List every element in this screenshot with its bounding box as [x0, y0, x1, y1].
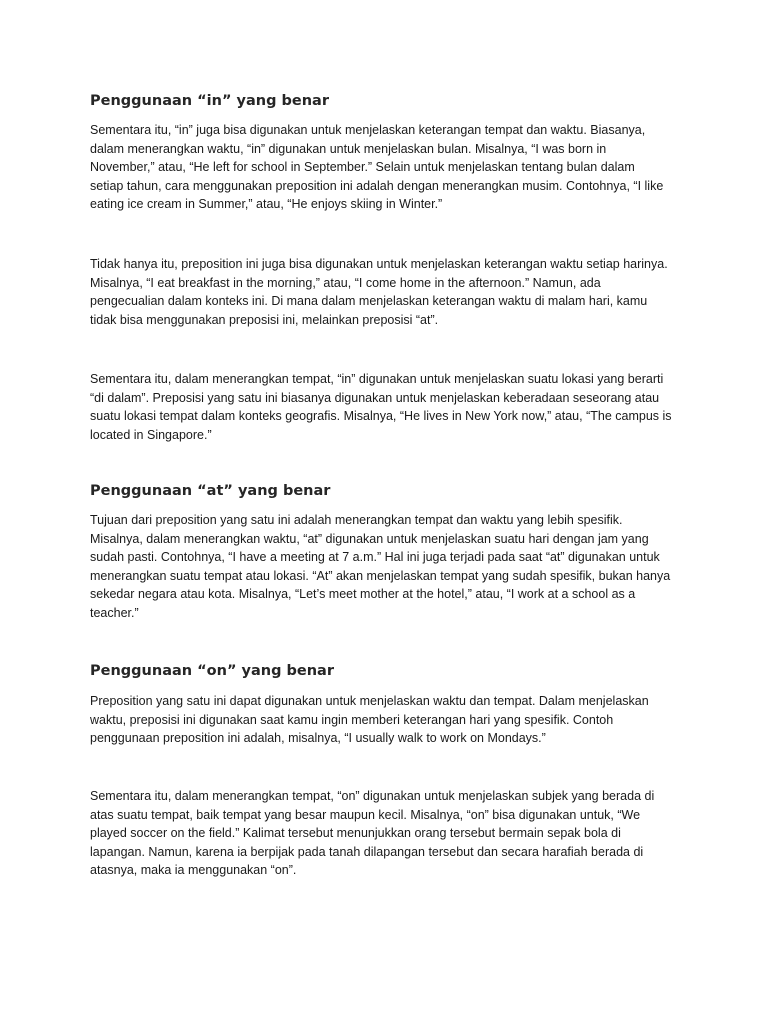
- paragraph-line: November,” atau, “He left for school in September.” Selain untuk menjelaskan tentang bulan dalam: [90, 160, 635, 174]
- paragraph-in-3: [90, 370, 680, 444]
- paragraph-line: teacher.”: [90, 605, 139, 620]
- heading-on: Penggunaan “on” yang benar: [90, 663, 334, 679]
- paragraph-line: Tidak hanya itu, preposition ini juga bisa digunakan untuk menjelaskan keterangan waktu setiap harinya.: [90, 257, 668, 271]
- paragraph-line: suatu lokasi tempat dalam konteks geografis. Misalnya, “He lives in New York now,” atau, “The campus is: [90, 409, 672, 423]
- paragraph-line: Sementara itu, “in” juga bisa digunakan untuk menjelaskan keterangan tempat dan waktu. Biasanya,: [90, 123, 646, 137]
- paragraph-line: sudah pasti. Contohnya, “I have a meeting at 7 a.m.” Hal ini juga terjadi pada saat “at” digunakan untuk: [90, 550, 660, 564]
- paragraph-line: lapangan. Namun, karena ia berpijak pada tanah dilapangan tersebut dan secara harafiah berada di: [90, 844, 644, 859]
- paragraph-in-1: [90, 121, 680, 214]
- paragraph-line: setiap tahun, cara menggunakan preposition ini adalah dengan menerangkan musim. Contohnya, “I like: [90, 178, 664, 193]
- paragraph-line: located in Singapore.”: [90, 427, 212, 442]
- paragraph-line: atas suatu tempat, baik tempat yang besar maupun kecil. Misalnya, “on” bisa digunakan untuk, “We: [90, 807, 641, 822]
- paragraph-line: “di dalam”. Preposisi yang satu ini biasanya digunakan untuk menjelaskan keberadaan seseorang atau: [90, 390, 660, 405]
- paragraph-on-2: [90, 787, 680, 880]
- paragraph-line: Misalnya, dalam menerangkan waktu, “at” digunakan untuk menjelaskan suatu hari dengan jam yang: [90, 531, 649, 546]
- paragraph-at-1: [90, 511, 680, 622]
- paragraph-line: sekedar negara atau kota. Misalnya, “Let’s meet mother at the hotel,” atau, “I work at a school as a: [90, 587, 636, 601]
- paragraph-line: menerangkan suatu tempat atau lokasi. “At” akan menjelaskan tempat yang sudah spesifik, bukan hanya: [90, 568, 671, 583]
- paragraph-line: Sementara itu, dalam menerangkan tempat, “in” digunakan untuk menjelaskan suatu lokasi yang berarti: [90, 372, 664, 386]
- paragraph-line: atasnya, maka ia menggunakan “on”.: [90, 863, 297, 877]
- paragraph-in-2: [90, 255, 680, 329]
- paragraph-on-1: [90, 692, 680, 748]
- paragraph-line: tidak bisa menggunakan preposisi ini, melainkan preposisi “at”.: [90, 312, 439, 327]
- paragraph-line: pengecualian dalam konteks ini. Di mana dalam menjelaskan keterangan waktu di malam hari, kamu: [90, 294, 648, 308]
- paragraph-line: Preposition yang satu ini dapat digunakan untuk menjelaskan waktu dan tempat. Dalam menjelaskan: [90, 694, 649, 708]
- paragraph-line: waktu, preposisi ini digunakan saat kamu ingin memberi keterangan hari yang spesifik. Contoh: [90, 712, 614, 727]
- paragraph-line: Sementara itu, dalam menerangkan tempat, “on” digunakan untuk menjelaskan subjek yang berada di: [90, 789, 655, 803]
- paragraph-line: Misalnya, “I eat breakfast in the morning,” atau, “I come home in the afternoon.” Namun, ada: [90, 275, 601, 290]
- paragraph-line: Tujuan dari preposition yang satu ini adalah menerangkan tempat dan waktu yang lebih spesifik.: [90, 513, 623, 527]
- paragraph-line: played soccer on the field.” Kalimat tersebut menunjukkan orang tersebut bermain sepak bola di: [90, 826, 621, 840]
- paragraph-line: dalam menerangkan waktu, “in” digunakan untuk menjelaskan bulan. Misalnya, “I was born in: [90, 141, 607, 156]
- paragraph-line: eating ice cream in Summer,” atau, “He enjoys skiing in Winter.”: [90, 197, 443, 211]
- paragraph-line: penggunaan preposition ini adalah, misalnya, “I usually walk to work on Mondays.”: [90, 731, 546, 745]
- heading-in: Penggunaan “in” yang benar: [90, 93, 329, 109]
- heading-at: Penggunaan “at” yang benar: [90, 483, 331, 499]
